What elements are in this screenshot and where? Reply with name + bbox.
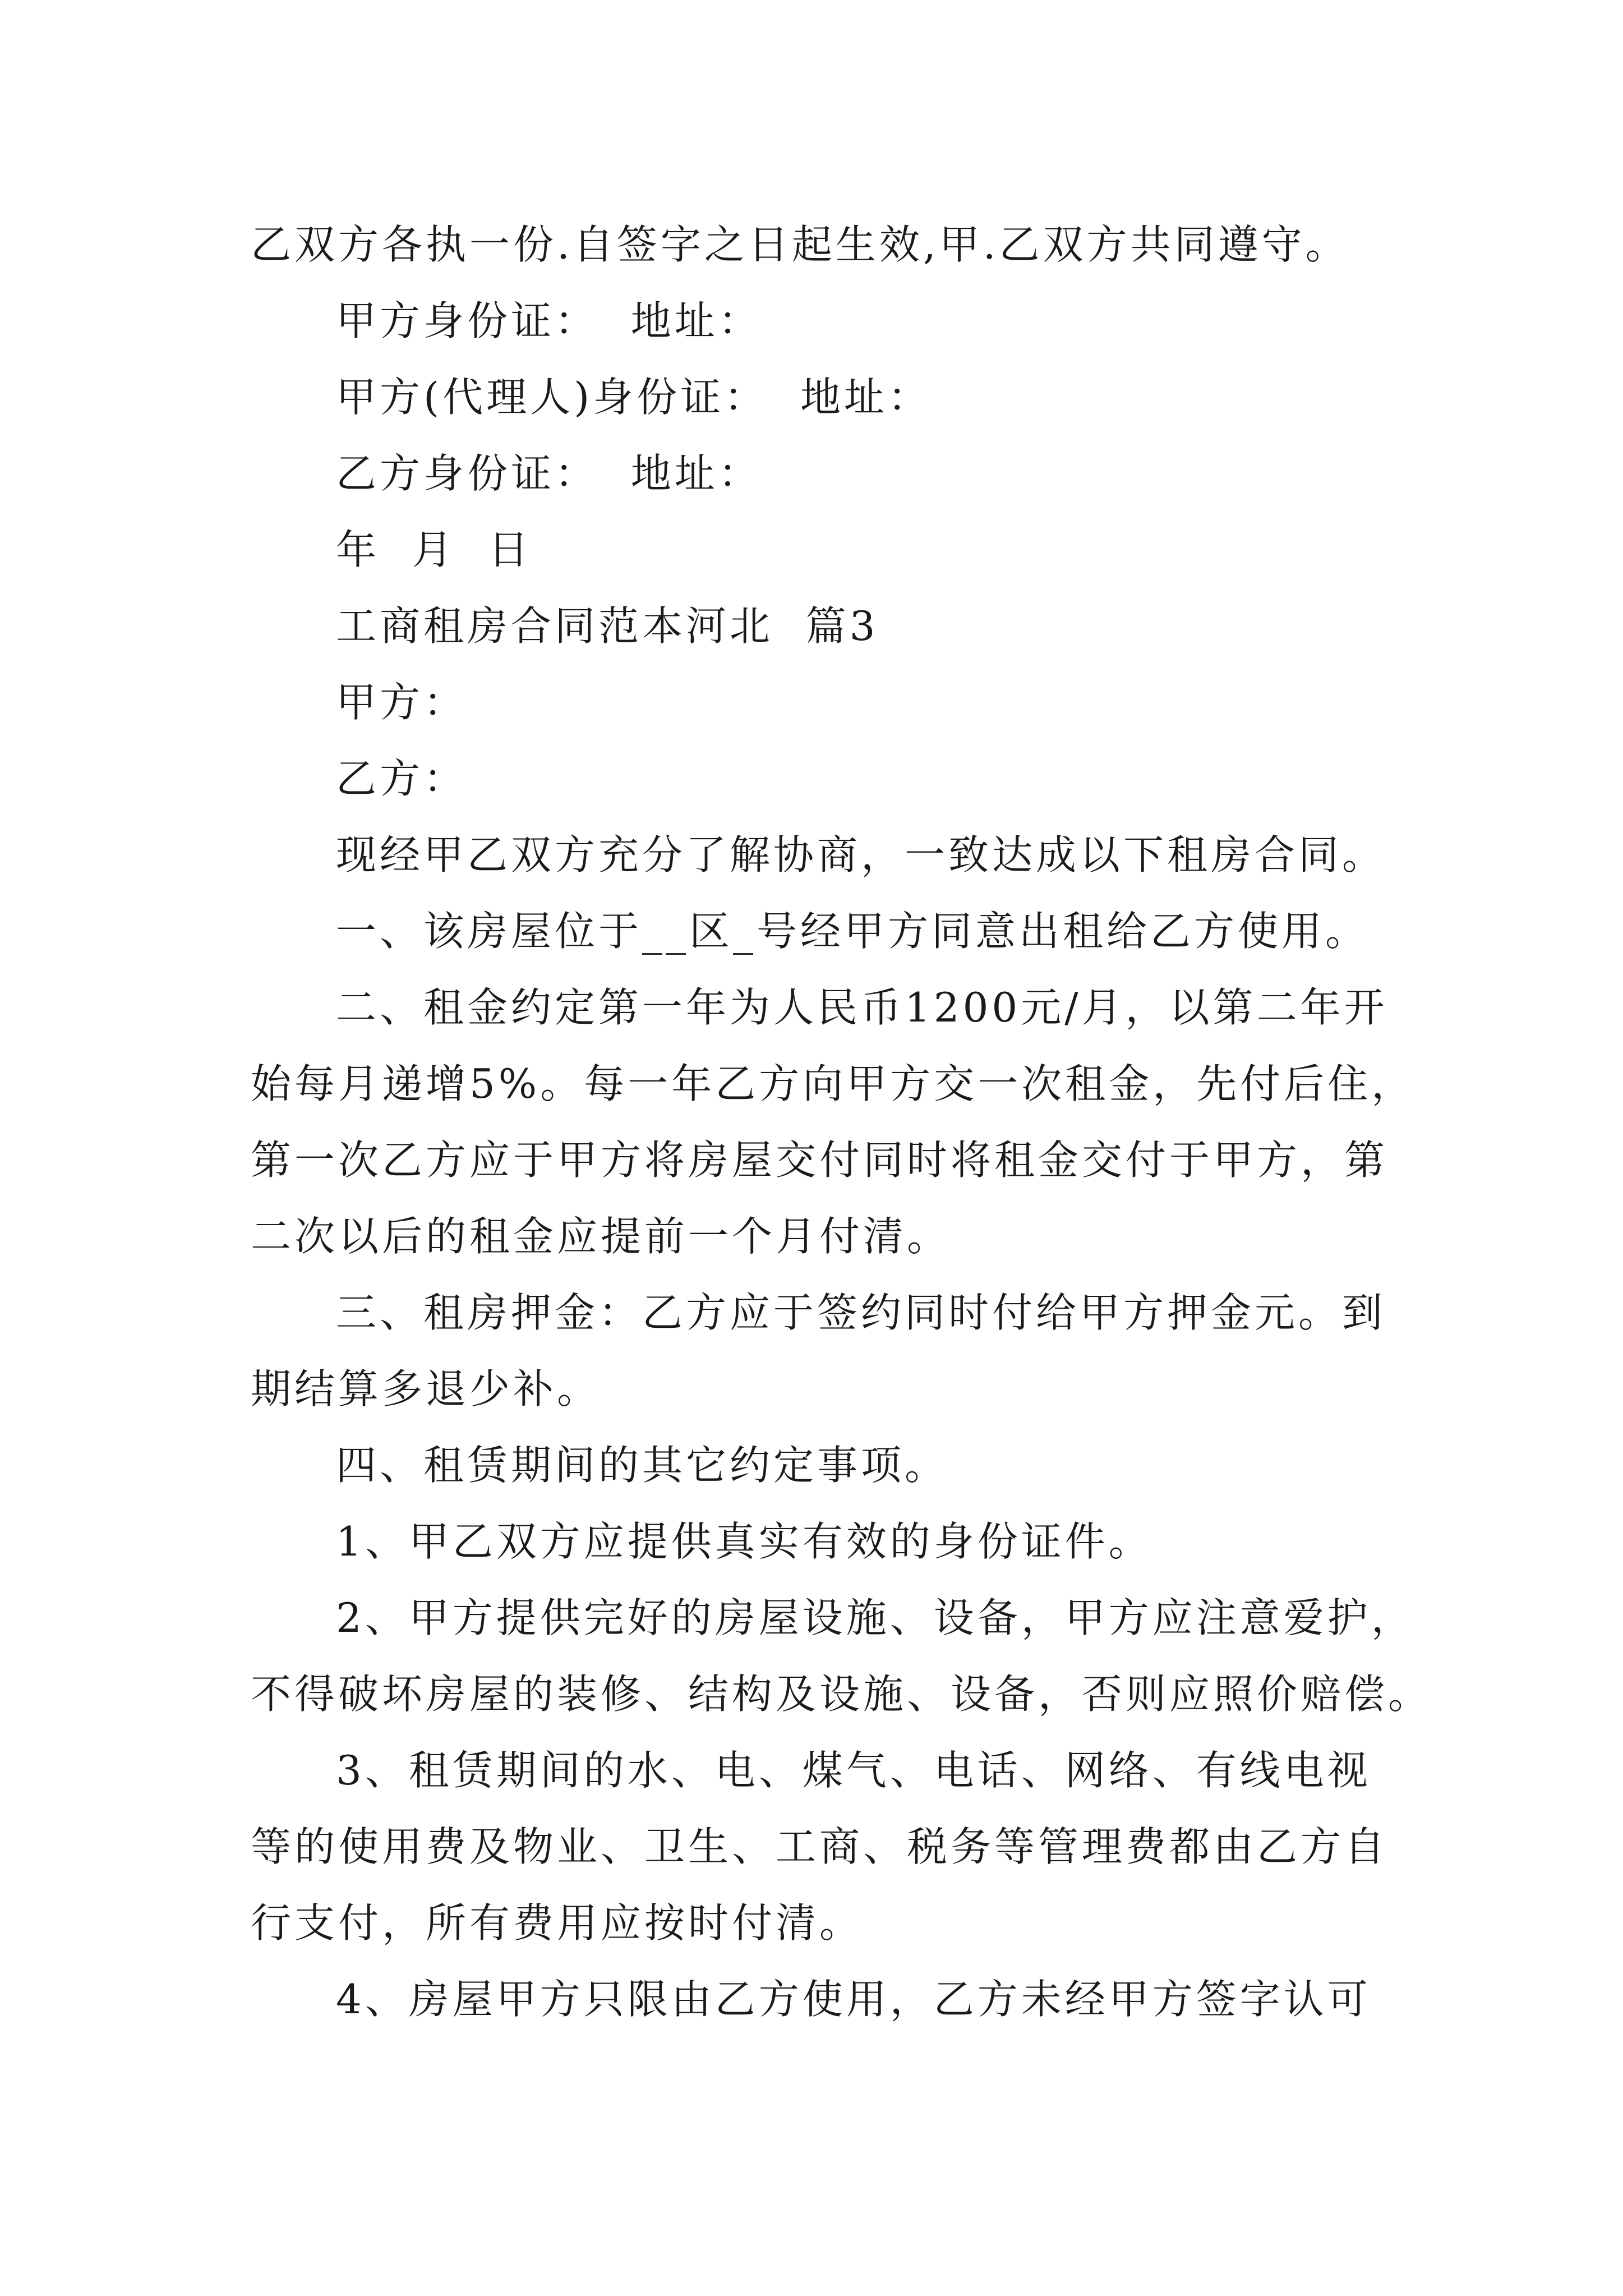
text-line: 第一次乙方应于甲方将房屋交付同时将租金交付于甲方，第 [251,1137,1389,1184]
text-line: 乙双方各执一份.自签字之日起生效,甲.乙双方共同遵守。 [251,221,1349,268]
text-line: 乙方身份证： 地址： [336,450,762,497]
text-line: 工商租房合同范本河北 篇3 [336,602,879,650]
text-line: 期结算多退少补。 [251,1365,601,1412]
text-line: 甲方： [336,679,468,726]
text-line: 始每月递增5%。每一年乙方向甲方交一次租金，先付后住， [251,1060,1415,1107]
text-line: 二、租金约定第一年为人民币1200元/月，以第二年开 [336,984,1388,1031]
text-line: 年 月 日 [336,526,532,573]
document-body [251,206,1432,2037]
text-line: 行支付，所有费用应按时付清。 [251,1899,864,1947]
text-line: 一、该房屋位于__区_号经甲方同意出租给乙方使用。 [336,908,1370,955]
text-line: 甲方身份证： 地址： [336,297,762,344]
text-line: 四、租赁期间的其它约定事项。 [336,1442,949,1489]
text-line: 等的使用费及物业、卫生、工商、税务等管理费都由乙方自 [251,1823,1389,1870]
text-line: 3、租赁期间的水、电、煤气、电话、网络、有线电视 [336,1747,1371,1794]
text-line: 乙方： [336,755,468,802]
text-line: 1、甲乙双方应提供真实有效的身份证件。 [336,1518,1152,1565]
text-line: 现经甲乙双方充分了解协商，一致达成以下租房合同。 [336,831,1386,878]
text-line: 不得破坏房屋的装修、结构及设施、设备，否则应照价赔偿。 [251,1671,1432,1718]
text-line: 2、甲方提供完好的房屋设施、设备，甲方应注意爱护， [336,1594,1415,1641]
text-line: 三、租房押金：乙方应于签约同时付给甲方押金元。到 [336,1289,1386,1336]
text-line: 4、房屋甲方只限由乙方使用，乙方未经甲方签字认可 [336,1976,1371,2023]
text-line: 二次以后的租金应提前一个月付清。 [251,1213,951,1260]
text-line: 甲方(代理人)身份证： 地址： [336,374,932,421]
